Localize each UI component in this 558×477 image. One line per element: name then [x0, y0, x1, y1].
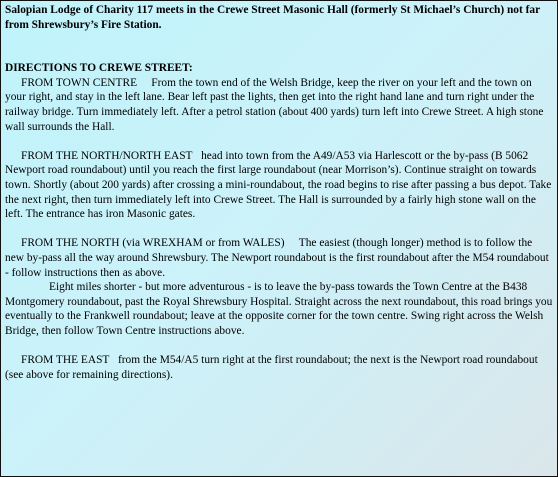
spacer	[5, 222, 557, 237]
east-text: from the M54/A5 turn right at the first roundabout; the next is the Newport road roundabout (see above for remaining directions).	[5, 354, 538, 381]
north-directions	[5, 236, 553, 280]
spacer	[5, 134, 557, 149]
north-label: FROM THE NORTH (via WREXHAM or from WALES)	[21, 237, 285, 250]
north-text: The easiest (though longer) method is to follow the new by-pass all the way around Shrewsbury. The Newport roundabout is the first roundabout after the M54 roundabout - follow instructions then as above.	[5, 237, 549, 279]
town-centre-directions	[5, 76, 553, 134]
directions-title: DIRECTIONS TO CREWE STREET:	[5, 62, 193, 75]
page-heading: Salopian Lodge of Charity 117 meets in the Crewe Street Masonic Hall (formerly St Michael’s Church) not far from Shrewsbury’s Fire Station.	[5, 4, 540, 31]
north-east-text: head into town from the A49/A53 via Harlescott or the by-pass (B 5062 Newport road roundabout) until you reach the first large roundabout (near Morrison’s). Continue straight on towards town. Shortly (about 200 yards) after crossing a mini-roundabout, the road begins to rise after passing a bus depot. Take the next right, then turn immediately left into Crewe Street. The Hall is surrounded by a fairly high stone wall on the left. The entrance has iron Masonic gates.	[5, 149, 552, 221]
north-east-directions	[5, 149, 553, 222]
north-east-label: FROM THE NORTH/NORTH EAST	[21, 149, 193, 162]
east-directions	[5, 353, 553, 382]
north-alternative-text: Eight miles shorter - but more adventurous - is to leave the by-pass towards the Town Centre at the B438 Montgomery roundabout, past the Royal Shrewsbury Hospital. Straight across the next roundabout, this road brings you eventually to the Frankwell roundabout; leave at the opposite corner for the town centre. Swing right across the Welsh Bridge, then follow Town Centre instructions above.	[5, 281, 553, 337]
town-centre-label: FROM TOWN CENTRE	[21, 76, 138, 89]
town-centre-text: From the town end of the Welsh Bridge, keep the river on your left and the town on your right, and stay in the left lane. Bear left past the lights, then get into the right hand lane and turn right under the railway bridge. Turn immediately left. After a petrol station (about 400 yards) turn left into Crewe Street. A high stone wall surrounds the Hall.	[5, 76, 544, 133]
spacer	[5, 338, 557, 353]
spacer	[5, 32, 557, 61]
east-label: FROM THE EAST	[21, 354, 110, 367]
north-alternative-directions	[5, 280, 553, 338]
